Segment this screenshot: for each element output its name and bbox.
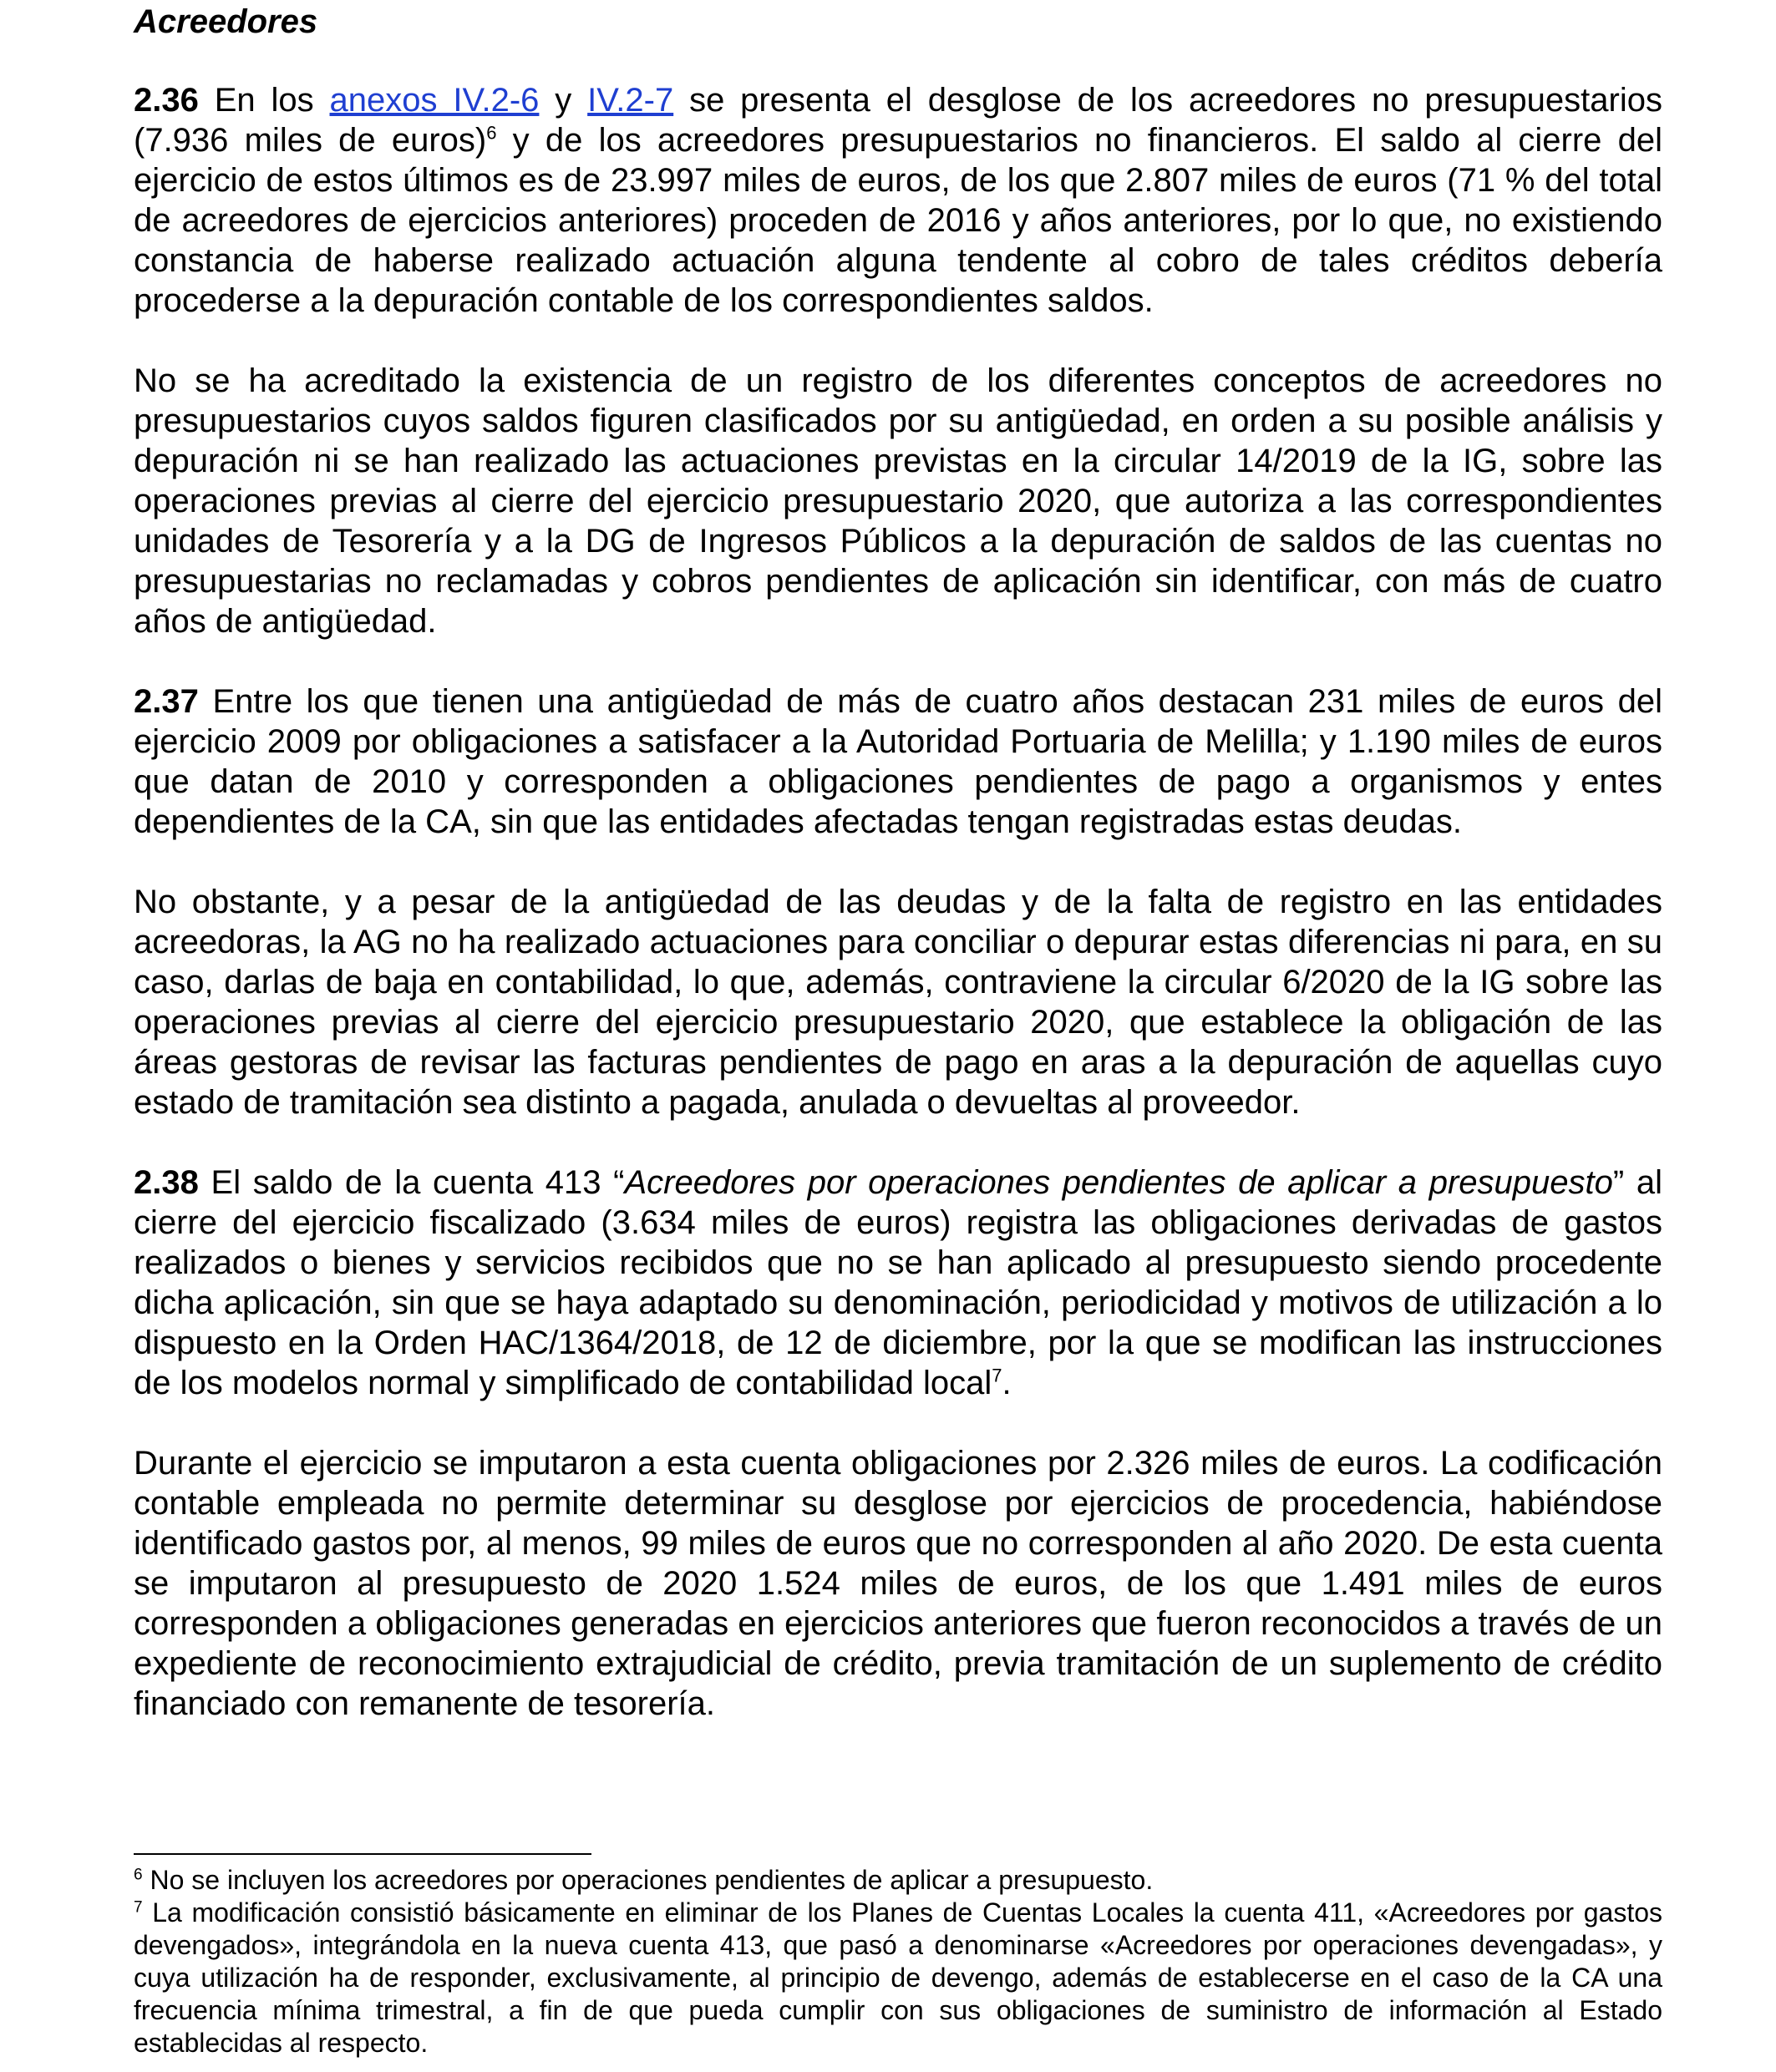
section-title: Acreedores xyxy=(134,3,318,40)
footnote-separator xyxy=(134,1853,591,1855)
footnote-mark: 7 xyxy=(134,1898,143,1917)
paragraph-number: 2.36 xyxy=(134,82,199,119)
paragraph-durante: Durante el ejercicio se imputaron a esta cuenta obligaciones por 2.326 miles de euros. La codificación contable empleada no permite determinar su desglose por ejercicios de procedencia, habiéndose identificado gastos por, al menos, 99 miles de euros que no corresponden al año 2020. De esta cuenta se imputaron al presupuesto de 2020 1.524 miles de euros, de los que 1.491 miles de euros corresponden a obligaciones generadas en ejercicios anteriores que fueron reconocidos a través de un expediente de reconocimiento extrajudicial de crédito, previa tramitación de un suplemento de crédito financiado con remanente de tesorería. xyxy=(134,1445,1662,1722)
document-body xyxy=(134,0,1662,1724)
paragraph-text: En los xyxy=(198,82,330,119)
footnote-ref-6[interactable]: 6 xyxy=(486,122,497,144)
paragraph-number: 2.37 xyxy=(134,683,199,720)
paragraph-number: 2.38 xyxy=(134,1164,199,1201)
footnote-ref-7[interactable]: 7 xyxy=(992,1365,1002,1386)
footnote-text: La modificación consistió básicamente en eliminar de los Planes de Cuentas Locales la cuenta 411, «Acreedores por gastos devengados», integrándola en la nueva cuenta 413, que pasó a denominarse «Acreedores por operaciones devengadas», y cuya utilización ha de responder, exclusivamente, al principio de devengo, además de establecerse en el caso de la CA una frecuencia mínima trimestral, a fin de que pueda cumplir con sus obligaciones de suministro de información al Estado establecidas al respecto. xyxy=(134,1897,1662,2058)
paragraph-2-37 xyxy=(134,681,1662,842)
footnote-text: No se incluyen los acreedores por operaciones pendientes de aplicar a presupuesto. xyxy=(142,1865,1154,1895)
footnotes xyxy=(134,1864,1662,2059)
paragraph-2-38 xyxy=(134,1163,1662,1403)
paragraph-no-obstante: No obstante, y a pesar de la antigüedad de las deudas y de la falta de registro en las entidades acreedoras, la AG no ha realizado actuaciones para conciliar o depurar estas diferencias ni para, en su caso, darlas de baja en contabilidad, lo que, además, contraviene la circular 6/2020 de la IG sobre las operaciones previas al cierre del ejercicio presupuestario 2020, que establece la obligación de las áreas gestoras de revisar las facturas pendientes de pago en aras a la depuración de aquellas cuyo estado de tramitación sea distinto a pagada, anulada o devueltas al proveedor. xyxy=(134,884,1662,1121)
footnote-6 xyxy=(134,1864,1662,1897)
account-name-italic: Acreedores por operaciones pendientes de aplicar a presupuesto xyxy=(624,1164,1613,1201)
paragraph-text: y xyxy=(539,82,588,119)
link-annex-iv-2-6[interactable]: anexos IV.2-6 xyxy=(329,82,540,119)
paragraph-text: ” al cierre del ejercicio fiscalizado (3.634 miles de euros) registra las obligaciones derivadas de gastos realizados o bienes y servicios recibidos que no se han aplicado al presupuesto siendo procedente dicha aplicación, sin que se haya adaptado su denominación, periodicidad y motivos de utilización a lo dispuesto en la Orden HAC/1364/2018, de 12 de diciembre, por la que se modifican las instrucciones de los modelos normal y simplificado de contabilidad local xyxy=(134,1164,1662,1401)
paragraph-text: y de los acreedores presupuestarios no financieros. El saldo al cierre del ejercicio de estos últimos es de 23.997 miles de euros, de los que 2.807 miles de euros (71 % del total de acreedores de ejercicios anteriores) proceden de 2016 y años anteriores, por lo que, no existiendo constancia de haberse realizado actuación alguna tendente al cobro de tales créditos debería procederse a la depuración contable de los correspondientes saldos. xyxy=(134,122,1662,319)
paragraph-text: . xyxy=(1002,1365,1012,1401)
paragraph-registro: No se ha acreditado la existencia de un registro de los diferentes conceptos de acreedores no presupuestarios cuyos saldos figuren clasificados por su antigüedad, en orden a su posible análisis y depuración ni se han realizado las actuaciones previstas en la circular 14/2019 de la IG, sobre las operaciones previas al cierre del ejercicio presupuestario 2020, que autoriza a las correspondientes unidades de Tesorería y a la DG de Ingresos Públicos a la depuración de saldos de las cuentas no presupuestarias no reclamadas y cobros pendientes de aplicación sin identificar, con más de cuatro años de antigüedad. xyxy=(134,362,1662,640)
paragraph-text: se presenta el desglose de los acreedores no presupuestarios (7.936 miles de euros) xyxy=(134,82,1662,159)
paragraph-2-36 xyxy=(134,80,1662,321)
paragraph-text: Entre los que tienen una antigüedad de más de cuatro años destacan 231 miles de euros del ejercicio 2009 por obligaciones a satisfacer a la Autoridad Portuaria de Melilla; y 1.190 miles de euros que datan de 2010 y corresponden a obligaciones pendientes de pago a organismos y entes dependientes de la CA, sin que las entidades afectadas tengan registradas estas deudas. xyxy=(134,683,1662,840)
link-annex-iv-2-7[interactable]: IV.2-7 xyxy=(587,82,674,119)
footnote-7 xyxy=(134,1897,1662,2059)
footnote-mark: 6 xyxy=(134,1866,143,1884)
paragraph-text: El saldo de la cuenta 413 “ xyxy=(198,1164,625,1201)
